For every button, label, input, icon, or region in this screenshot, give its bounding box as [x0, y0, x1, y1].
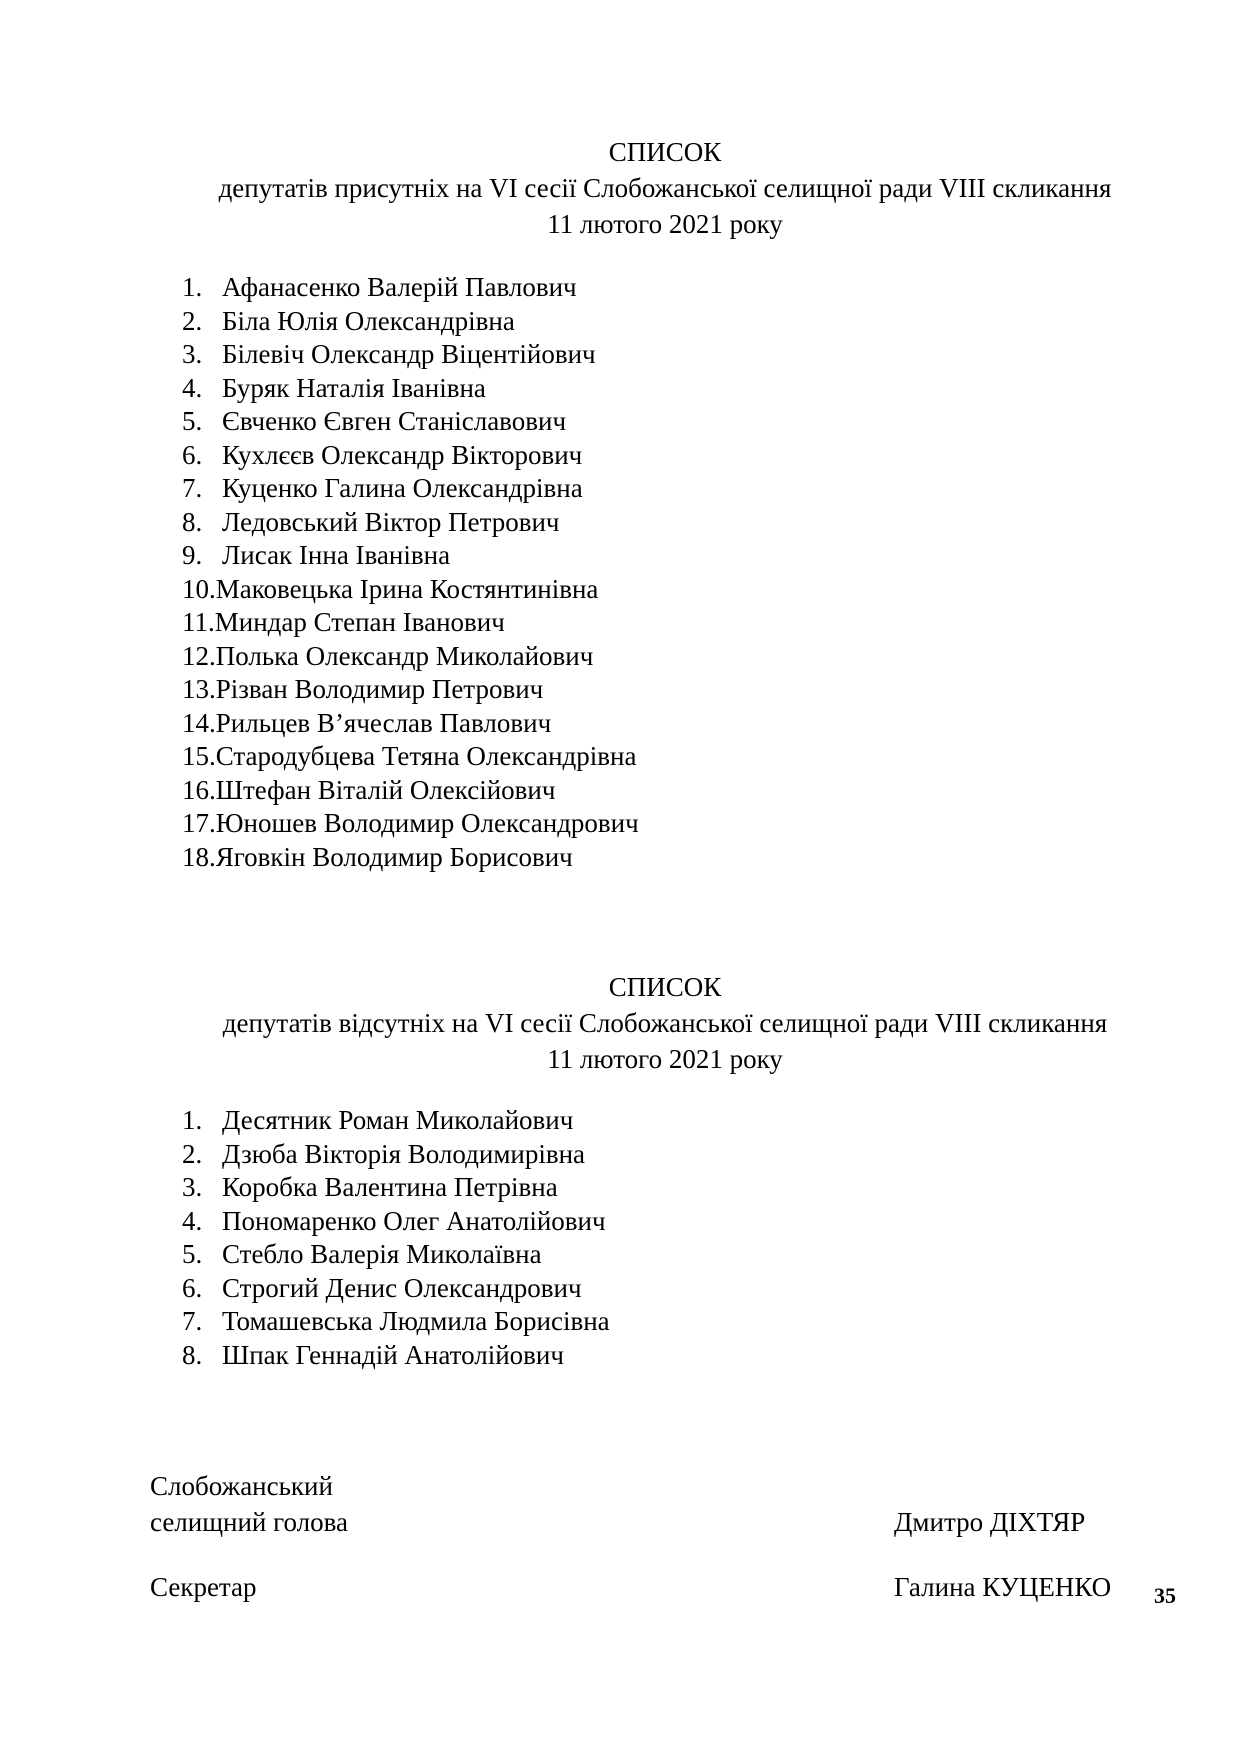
absent-date: 11 лютого 2021 року	[547, 1044, 783, 1074]
list-item-number: 4.	[182, 1205, 203, 1236]
list-item-name: Пономаренко Олег Анатолійович	[222, 1205, 606, 1236]
list-item	[182, 1339, 610, 1373]
list-item-name: Маковецька Ірина Костянтинівна	[215, 573, 599, 604]
list-item	[182, 271, 639, 305]
list-item-number: 7.	[182, 473, 203, 503]
list-item	[182, 1138, 610, 1172]
secretary-name: Галина КУЦЕНКО	[894, 1572, 1112, 1602]
list-item-number: 15.	[182, 741, 216, 771]
list-item-number: 1.	[182, 1105, 203, 1135]
list-item-number: 6.	[182, 439, 203, 470]
list-item	[182, 338, 639, 372]
list-item-name: Лисак Інна Іванівна	[222, 540, 451, 570]
list-item-number: 1.	[182, 272, 203, 302]
absent-subtitle: депутатів відсутніх на VI сесії Слобожанської селищної ради VIII скликання	[222, 1008, 1108, 1038]
list-item	[182, 774, 639, 808]
list-item	[182, 606, 639, 640]
list-item	[182, 740, 639, 774]
page-number: 35	[1154, 1583, 1176, 1608]
list-item-number: 18.	[182, 841, 216, 872]
list-item	[182, 1238, 610, 1272]
list-item-name: Штефан Віталій Олексійович	[215, 774, 556, 805]
list-item	[182, 640, 639, 674]
present-heading	[45, 134, 1240, 242]
list-item-name: Томашевська Людмила Борисівна	[222, 1306, 610, 1336]
list-item-number: 8.	[182, 1339, 203, 1370]
list-item-number: 3.	[182, 339, 203, 369]
absent-section	[0, 969, 1240, 1077]
list-item-name: Полька Олександр Миколайович	[215, 640, 594, 671]
list-item-number: 7.	[182, 1306, 203, 1336]
list-item-name: Куценко Галина Олександрівна	[222, 473, 583, 503]
list-item	[182, 573, 639, 607]
list-item-name: Буряк Наталія Іванівна	[222, 372, 486, 403]
list-item	[182, 1104, 610, 1138]
list-item-name: Юношев Володимир Олександрович	[215, 808, 639, 838]
list-item	[182, 841, 639, 875]
list-item-number: 2.	[182, 1138, 203, 1169]
head-title-line1: Слобожанський	[150, 1471, 333, 1501]
list-item-name: Ледовський Віктор Петрович	[222, 506, 560, 537]
list-item	[182, 372, 639, 406]
list-item	[182, 807, 639, 841]
list-item	[182, 405, 639, 439]
list-item-number: 17.	[182, 808, 216, 838]
list-item-name: Стародубцева Тетяна Олександрівна	[215, 741, 637, 771]
list-item-name: Кухлєєв Олександр Вікторович	[222, 439, 583, 470]
list-item-number: 8.	[182, 506, 203, 537]
present-subtitle: депутатів присутніх на VI сесії Слобожанської селищної ради VIII скликання	[218, 173, 1112, 203]
list-item-name: Стебло Валерія Миколаївна	[222, 1239, 542, 1269]
list-item	[182, 472, 639, 506]
list-item	[182, 1305, 610, 1339]
list-item-number: 3.	[182, 1172, 203, 1202]
list-item-number: 13.	[182, 674, 216, 704]
list-item-name: Шпак Геннадій Анатолійович	[222, 1339, 564, 1370]
list-item-name: Коробка Валентина Петрівна	[222, 1172, 558, 1202]
list-item	[182, 707, 639, 741]
list-item-name: Різван Володимир Петрович	[215, 674, 544, 704]
absent-list	[182, 1104, 610, 1372]
list-item	[182, 305, 639, 339]
list-item-number: 5.	[182, 1239, 203, 1269]
list-item-name: Дзюба Вікторія Володимирівна	[222, 1138, 586, 1169]
present-title: СПИСОК	[608, 137, 722, 167]
list-item-number: 14.	[182, 707, 216, 738]
list-item	[182, 539, 639, 573]
list-item-name: Біла Юлія Олександрівна	[222, 305, 515, 336]
list-item-number: 2.	[182, 305, 203, 336]
list-item-number: 16.	[182, 774, 216, 805]
list-item-name: Яговкін Володимир Борисович	[215, 841, 573, 872]
present-section	[0, 134, 1240, 242]
list-item-number: 10.	[182, 573, 216, 604]
list-item-name: Білевіч Олександр Віцентійович	[222, 339, 596, 369]
head-title	[150, 1468, 348, 1540]
list-item	[182, 439, 639, 473]
list-item-name: Рильцев В’ячеслав Павлович	[215, 707, 552, 738]
list-item	[182, 1205, 610, 1239]
head-title-line2: селищний голова	[150, 1507, 349, 1537]
list-item-name: Десятник Роман Миколайович	[222, 1105, 574, 1135]
list-item-name: Миндар Степан Іванович	[214, 607, 505, 637]
present-list	[182, 271, 639, 874]
head-name: Дмитро ДІХТЯР	[894, 1507, 1086, 1537]
list-item	[182, 1272, 610, 1306]
list-item-number: 4.	[182, 372, 203, 403]
list-item-number: 5.	[182, 406, 203, 436]
list-item	[182, 1171, 610, 1205]
absent-title: СПИСОК	[608, 972, 722, 1002]
list-item	[182, 673, 639, 707]
secretary-title: Секретар	[150, 1572, 257, 1602]
list-item-name: Євченко Євген Станіславович	[222, 406, 567, 436]
present-date: 11 лютого 2021 року	[547, 209, 783, 239]
list-item-name: Афанасенко Валерій Павлович	[222, 272, 577, 302]
list-item-number: 6.	[182, 1272, 203, 1303]
list-item-name: Строгий Денис Олександрович	[222, 1272, 582, 1303]
list-item-number: 12.	[182, 640, 216, 671]
list-item-number: 9.	[182, 540, 203, 570]
list-item-number: 11.	[182, 607, 215, 637]
absent-heading	[45, 969, 1240, 1077]
list-item	[182, 506, 639, 540]
